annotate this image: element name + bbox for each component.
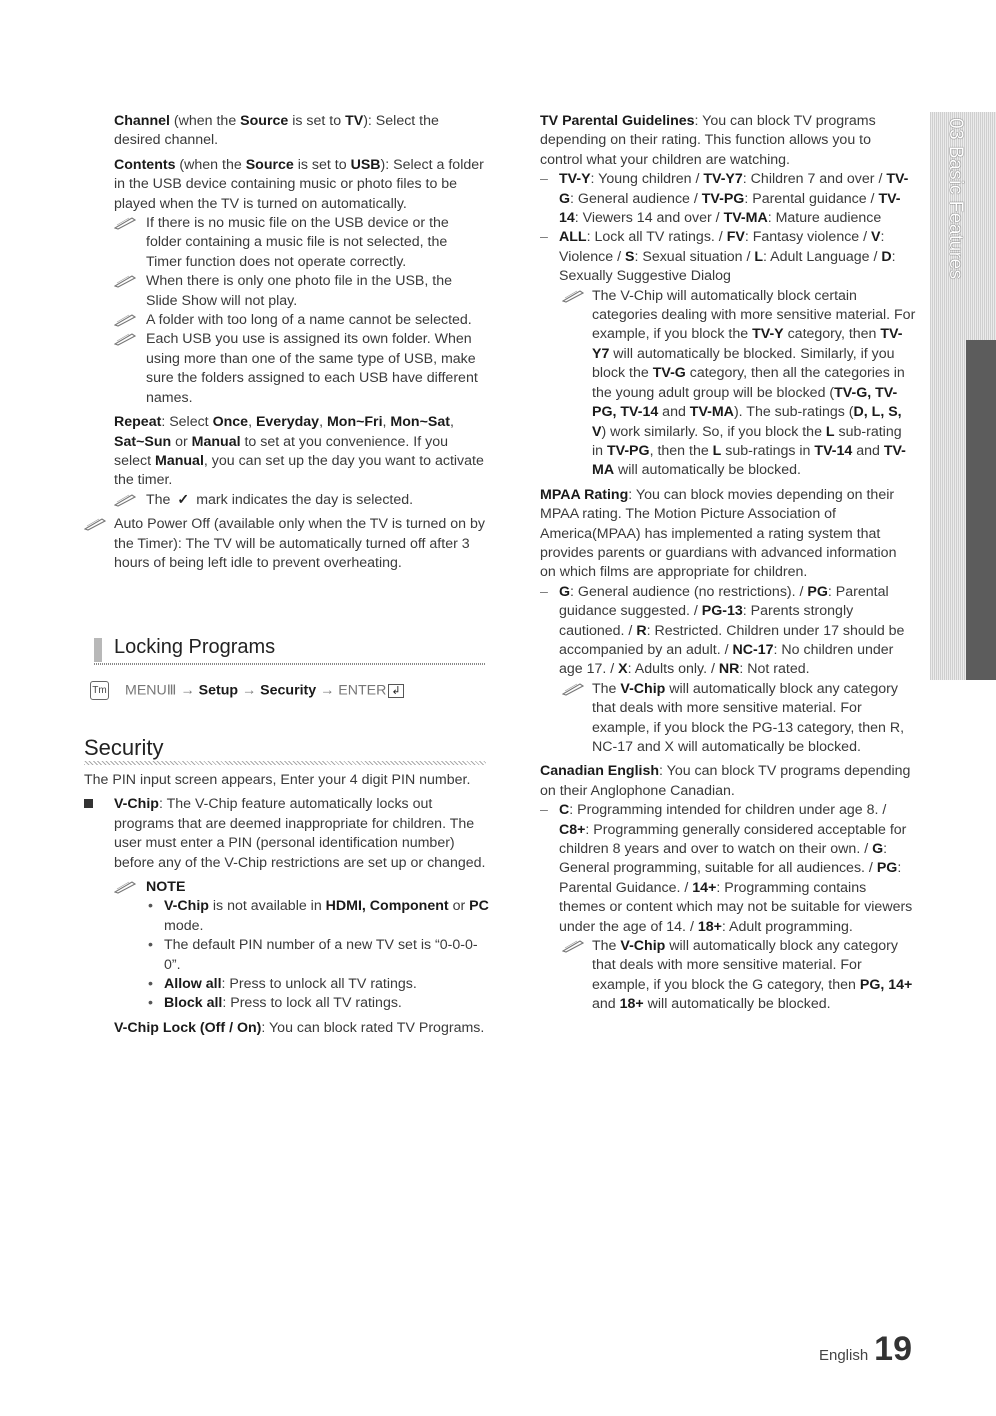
menu-path: Tm MENUⅢ → Setup → Security → ENTER ↲ [90, 681, 404, 700]
note-item: The V-Chip will automatically block any category that deals with more sensitive material. For example, if you block the G category, then PG, 14+ and 18+ will automatically be blocked. [540, 937, 916, 1015]
right-column [540, 112, 916, 1015]
bullet-item: • The default PIN number of a new TV set is “0-0-0-0”. [148, 937, 478, 973]
vchip-lock-item: V-Chip Lock (Off / On): You can block rated TV Programs. [114, 1019, 485, 1036]
chapter-sidebar [930, 112, 996, 680]
mpaa-list: – G: General audience (no restrictions). / PG: Parental guidance suggested. / PG-13: Parents strongly cautioned. / R: Restricted. Children under 17 should be accompanied by an adult. / NC-17: No children under age 17. / X: Adults only. / NR: Not rated. [540, 583, 905, 678]
chapter-label: 03 Basic Features [945, 118, 966, 280]
channel-item: Channel (when the Source is set to TV): Select the desired channel. [114, 113, 439, 149]
security-label: Security [260, 682, 317, 699]
canadian-list: – C: Programming intended for children under age 8. / C8+: Programming generally considered acceptable for children 8 years and over to watch on their own. / G: General programming, suitable for all audiences. / PG: Parental Guidance. / 14+: Programming contains themes or content which may not be suitable for viewers under the age of 14. / 18+: Adult programming. [540, 802, 913, 935]
bullet-dot: • [148, 898, 153, 915]
locking-programs-title: Locking Programs [114, 636, 276, 658]
security-intro: The PIN input screen appears, Enter your 4 digit PIN number. [84, 772, 471, 788]
note-item: A folder with too long of a name cannot be selected. [84, 311, 486, 330]
canadian-english: Canadian English: You can block TV programs depending on their Anglophone Canadian. [540, 763, 911, 799]
vchip-item: V-Chip: The V-Chip feature automatically locks out programs that are deemed inappropriate for children. The user must enter a PIN (personal identification number) before any of the V-Chip restrictions are set up or changed. [84, 795, 494, 873]
note-pencil-icon [114, 493, 136, 507]
page-footer [819, 1330, 912, 1369]
note-item: The ✓ mark indicates the day is selected. [84, 491, 486, 510]
security-underline [84, 761, 486, 765]
enter-key: ENTER [338, 682, 387, 699]
heading-bar [94, 638, 102, 662]
note-pencil-icon [562, 939, 584, 953]
menu-key-icon: Ⅲ [166, 682, 177, 699]
left-column [84, 112, 486, 573]
mpaa-rating: MPAA Rating: You can block movies depending on their MPAA rating. The Motion Picture Association of America(MPAA) has implemented a rating system that provides parents or guardians with advanced information on which films are appropriate for children. [540, 486, 897, 581]
note-item: Each USB you use is assigned its own folder. When using more than one of the same type of USB, make sure the folders assigned to each USB have different names. [84, 330, 486, 408]
chapter-marker [966, 340, 996, 680]
note-pencil-icon [114, 274, 136, 288]
note-item: The V-Chip will automatically block certain categories dealing with more sensitive material. For example, if you block the TV-Y category, then TV-Y7 will automatically be blocked. Similarly, if you block the TV-G category, then all the categories in the young adult group will be blocked (TV-G, TV-PG, TV-14 and TV-MA). The sub-ratings (D, L, S, V) work similarly. So, if you block the L sub-rating in TV-PG, then the L sub-ratings in TV-14 and TV-MA will automatically be blocked. [540, 287, 916, 481]
heading-underline [94, 663, 486, 665]
tv-subrating-list: – ALL: Lock all TV ratings. / FV: Fantasy violence / V: Violence / S: Sexual situation / L: Adult Language / D: Sexually Suggestive Dialog [540, 229, 896, 285]
note-pencil-icon [114, 313, 136, 327]
note-pencil-icon [114, 880, 136, 894]
square-bullet [84, 799, 93, 808]
security-title: Security [84, 735, 164, 760]
setup-label: Setup [198, 682, 239, 699]
note-heading: NOTE [84, 878, 494, 897]
note-pencil-icon [562, 289, 584, 303]
security-body [84, 771, 494, 1038]
bullet-dot: • [148, 995, 153, 1012]
note-pencil-icon [114, 216, 136, 230]
bullet-item: • Block all: Press to lock all TV ratings. [84, 994, 494, 1013]
footer-language: English [818, 1347, 869, 1364]
tv-parental-guidelines: TV Parental Guidelines: You can block TV programs depending on their rating. This function allows you to control what your children are watching. [540, 113, 876, 168]
bullet-dot: • [148, 937, 153, 954]
repeat-item: Repeat: Select Once, Everyday, Mon~Fri, Mon~Sat, Sat~Sun or Manual to set at you convenience. If you select Manual, you can set up the day you want to activate the timer. [114, 414, 484, 489]
enter-key-icon: ↲ [388, 684, 403, 698]
tv-rating-list: – TV-Y: Young children / TV-Y7: Children 7 and over / TV-G: General audience / TV-PG: Parental guidance / TV-14: Viewers 14 and over / TV-MA: Mature audience [540, 171, 909, 227]
note-item: When there is only one photo file in the USB, the Slide Show will not play. [84, 272, 486, 311]
note-item: If there is no music file on the USB device or the folder containing a music file is not selected, the Timer function does not operate correctly. [84, 214, 486, 272]
contents-item: Contents (when the Source is set to USB): Select a folder in the USB device containing music or photo files to be played when the TV is turned on automatically. [114, 156, 484, 212]
menu-key: MENU [125, 682, 167, 699]
note-pencil-icon [562, 682, 584, 696]
checkmark-icon: ✓ [177, 491, 190, 508]
note-item: The V-Chip will automatically block any category that deals with more sensitive material. For example, if you block the PG-13 category, then R, NC-17 and X will automatically be blocked. [540, 680, 916, 758]
manual-icon: Tm [90, 681, 109, 700]
note-item: Auto Power Off (available only when the TV is turned on by the Timer): The TV will be automatically turned off after 3 hours of being left idle to prevent overheating. [84, 515, 486, 573]
note-pencil-icon [114, 332, 136, 346]
bullet-item: • V-Chip is not available in HDMI, Component or PC mode. [148, 898, 489, 934]
bullet-dot: • [148, 976, 153, 993]
bullet-item: • Allow all: Press to unlock all TV ratings. [84, 975, 494, 994]
note-pencil-icon [84, 517, 106, 531]
page-number: 19 [874, 1330, 912, 1368]
